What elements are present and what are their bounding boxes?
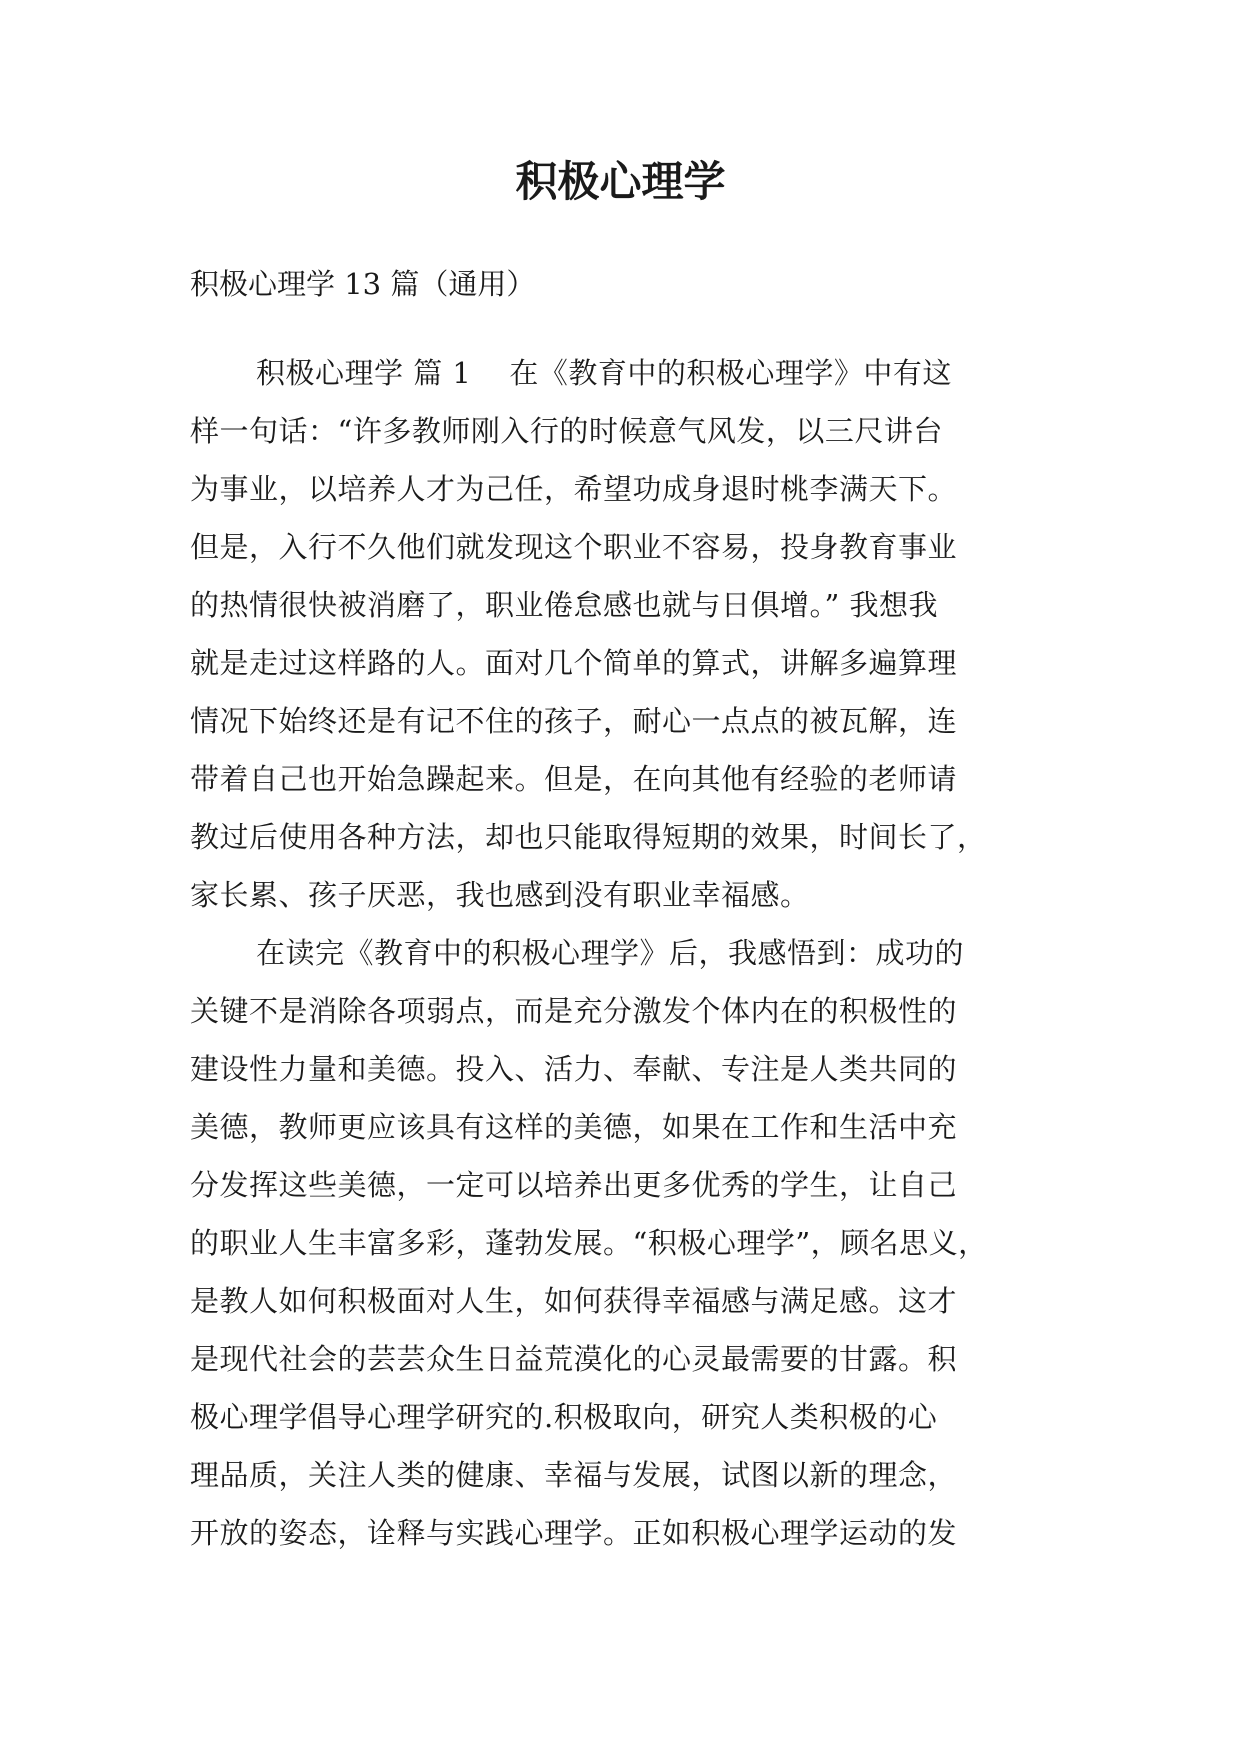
- paragraph-line: 家长累、孩子厌恶，我也感到没有职业幸福感。: [190, 878, 810, 912]
- section-heading: 积极心理学 篇 1: [256, 356, 472, 390]
- document-body: [190, 344, 1060, 1562]
- document-title: 积极心理学: [515, 157, 726, 206]
- paragraph-line: 教过后使用各种方法，却也只能取得短期的效果，时间长了，: [190, 820, 987, 854]
- paragraph-line: 的热情很快被消磨了，职业倦怠感也就与日俱增。” 我想我: [190, 588, 939, 622]
- paragraph-line: 是现代社会的芸芸众生日益荒漠化的心灵最需要的甘露。积: [190, 1342, 958, 1376]
- paragraph-line: 情况下始终还是有记不住的孩子，耐心一点点的被瓦解，连: [190, 704, 958, 738]
- paragraph-line: 但是，入行不久他们就发现这个职业不容易，投身教育事业: [190, 530, 958, 564]
- paragraph-line: 理品质，关注人类的健康、幸福与发展，试图以新的理念，: [190, 1458, 958, 1492]
- paragraph-line: 带着自己也开始急躁起来。但是，在向其他有经验的老师请: [190, 762, 958, 796]
- paragraph-line: 在读完《教育中的积极心理学》后，我感悟到：成功的: [256, 936, 965, 970]
- paragraph-line: 极心理学倡导心理学研究的.积极取向，研究人类积极的心: [190, 1400, 938, 1434]
- paragraph-line: [190, 344, 1060, 402]
- paragraph-line: 是教人如何积极面对人生，如何获得幸福感与满足感。这才: [190, 1284, 958, 1318]
- paragraph-line: 建设性力量和美德。投入、活力、奉献、专注是人类共同的: [190, 1052, 958, 1086]
- paragraph-line: 为事业，以培养人才为己任，希望功成身退时桃李满天下。: [190, 472, 958, 506]
- paragraph-line: 关键不是消除各项弱点，而是充分激发个体内在的积极性的: [190, 994, 958, 1028]
- paragraph-line: 就是走过这样路的人。面对几个简单的算式，讲解多遍算理: [190, 646, 958, 680]
- paragraph-text: 在《教育中的积极心理学》中有这: [509, 356, 952, 390]
- paragraph-line: 开放的姿态，诠释与实践心理学。正如积极心理学运动的发: [190, 1516, 958, 1550]
- paragraph-line: 美德，教师更应该具有这样的美德，如果在工作和生活中充: [190, 1110, 958, 1144]
- paragraph-line: 样一句话：“许多教师刚入行的时候意气风发，以三尺讲台: [190, 414, 943, 448]
- paragraph-line: 分发挥这些美德，一定可以培养出更多优秀的学生，让自己: [190, 1168, 958, 1202]
- document-subtitle: 积极心理学 13 篇（通用）: [190, 267, 536, 301]
- paragraph-line: 的职业人生丰富多彩，蓬勃发展。“积极心理学”，顾名思义，: [190, 1226, 988, 1260]
